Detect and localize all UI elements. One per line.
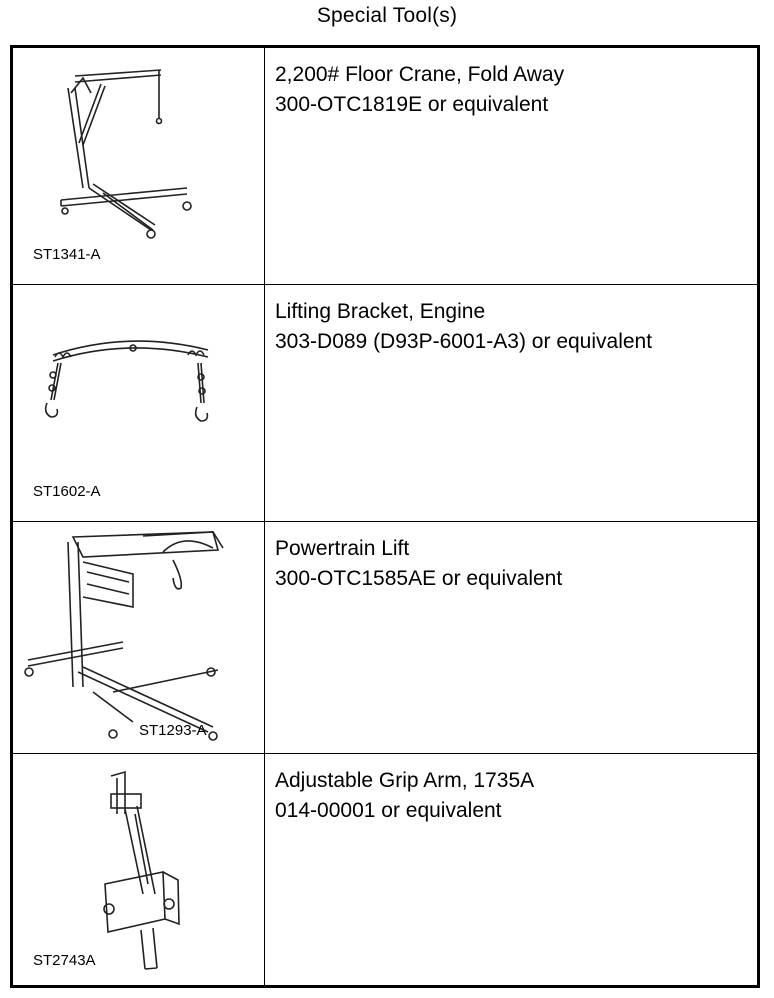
figure-label: ST1602-A xyxy=(33,483,101,500)
figure-label: ST2743A xyxy=(33,952,96,969)
tool-illustration-cell xyxy=(13,285,265,521)
tool-description-cell xyxy=(266,522,757,753)
tool-description-cell xyxy=(266,285,757,521)
figure-label: ST1341-A xyxy=(33,246,101,263)
tool-name: 2,200# Floor Crane, Fold Away xyxy=(275,63,565,86)
figure-label: ST1293-A xyxy=(139,722,207,739)
tool-description-cell xyxy=(266,48,757,284)
page-title: Special Tool(s) xyxy=(316,4,458,27)
tool-part-number: 303-D089 (D93P-6001-A3) or equivalent xyxy=(275,330,653,353)
powertrain-lift-icon xyxy=(13,522,265,753)
tool-illustration-cell xyxy=(13,754,265,985)
grip-arm-icon xyxy=(13,754,265,985)
table-row xyxy=(13,754,757,985)
special-tools-table xyxy=(10,45,760,988)
tool-part-number: 300-OTC1819E or equivalent xyxy=(275,93,549,116)
tool-illustration-cell xyxy=(13,48,265,284)
tool-description-cell xyxy=(266,754,757,985)
table-row xyxy=(13,48,757,285)
table-row xyxy=(13,522,757,754)
tool-name: Adjustable Grip Arm, 1735A xyxy=(275,769,535,792)
tool-part-number: 300-OTC1585AE or equivalent xyxy=(275,567,563,590)
tool-illustration-cell xyxy=(13,522,265,753)
tool-part-number: 014-00001 or equivalent xyxy=(275,799,502,822)
tool-name: Powertrain Lift xyxy=(275,537,410,560)
tool-name: Lifting Bracket, Engine xyxy=(275,300,486,323)
table-row xyxy=(13,285,757,522)
